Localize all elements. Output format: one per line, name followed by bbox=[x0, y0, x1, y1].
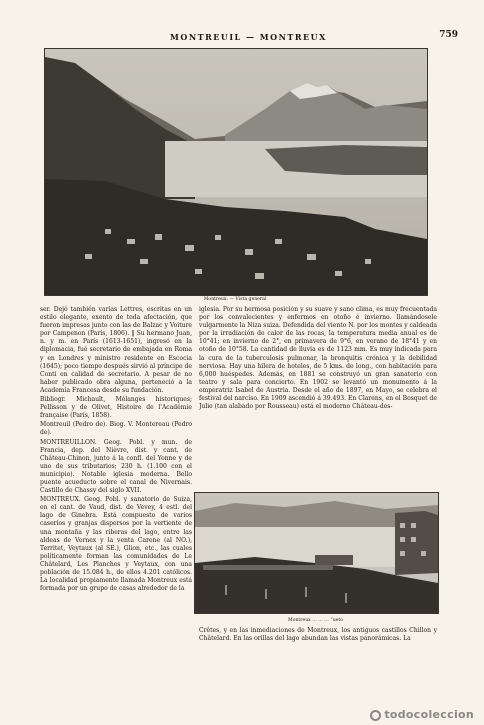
running-head bbox=[0, 32, 484, 46]
entry-montreux-continued-2: Crêtes, y en las inmediaciones de Montreux, los antiguos castillos Chillon y Châtelard. En las orillas del lago abundan las vistas panorámicas. La bbox=[199, 627, 437, 643]
page-number: 759 bbox=[439, 30, 458, 40]
entry-montreuillon: MONTREUILLON. Geog. Pobl. y mun. de Francia, dep. del Nièvre, dist. y cant. de Château-Chinon, junto á la confl. del Yonne y de uno de sus tributarios; 230 h. (1.100 con el municipio). Notable iglesia moderna. Bello puente acueducto sobre el canal de Nivernais. Castillo de Chassy del siglo XVII. bbox=[40, 438, 192, 495]
cross-reference: Montreuil (Pedro de). Biog. V. Montereau (Pedro de). bbox=[40, 421, 192, 437]
montreux-general-view-photo bbox=[44, 48, 428, 296]
entry-montreux: MONTREUX. Geog. Pobl. y sanatorio de Suiza, en el cant. de Vaud, dist. de Vevey, 4 estl. del lago de Ginebra. Está compuesto de varios caseríos y granjas dispersos por la vertiente de una montaña y las riberas del lago, entre las aldeas de Vernex y la venta Carene (al NO.), Territet, Veytaux (al SE.), Glion, etc., las cuales políticamente forman las comunidades de Le Châtelard, Les Planches y Veytaux, con una población de 15.084 h., de ellos 4.201 católicos. La localidad propiamente llamada Montreux está formada por un grupo de casas alrededor de la bbox=[40, 496, 192, 593]
middle-figure-caption: Montreux … … … “ueto bbox=[288, 618, 343, 623]
running-title: MONTREUIL — MONTREUX bbox=[170, 32, 327, 42]
watermark bbox=[370, 708, 474, 721]
right-column-lower bbox=[199, 627, 437, 644]
left-column bbox=[40, 306, 192, 594]
right-column-upper bbox=[199, 306, 437, 490]
watermark-text: todocoleccion bbox=[384, 708, 474, 721]
montreux-lakeside-photo bbox=[194, 492, 439, 614]
entry-montreux-continued: iglesia. Por su hermosa posición y su suave y sano clima, es muy frecuentada por los convalecientes y enfermos en otoño é invierno. llamándosele vulgarmente la Niza suiza. Defendida del viento N. por los montes y caldeada por la irradiación de calor de las rocas, la temperatura media anual es de 10°41; en invierno de 2°, en primavera de 9°6, en verano de 18°41 y en otoño de 10°58. La cantidad de lluvia es de 1123 mm. Es muy indicada para la cura de la tuberculosis pulmonar, la bronquitis crónica y la debilidad nerviosa. Hay una hilera de hoteles, de 5 kms. de long., con habitación para 6,000 huéspedes. Además, en 1881 se construyó un gran sanatorio con teatro y sala para concierto. En 1902 se levantó un monumento á la emperatriz Isabel de Austria. Desde el año de 1897, en Mayo, se celebra el festival del narciso. En 1909 ascendió á 39.493. En Clarens, en el Bosquet de Julie (tan alabado por Rousseau) está el moderno Château-des- bbox=[199, 306, 437, 411]
top-figure-caption: Montreux. — Vista general bbox=[203, 297, 267, 302]
entry-continuation: ser. Dejó también varias Lettres, escritas en un estilo elegante, exento de toda afectación, que fueron impresas junto con las de Balzac y Voiture por Campenon (París, 1806). ‖ Su hermano Juan, n. y m. en París (1613-1651), ingresó en la diplomacia, fué secretario de embajada en Roma y en Londres y ministro residente en Escocia (1645); poco tiempo después sirvió al príncipe de Conti en calidad de secretario. A pesar de no haber publicado obra alguna, perteneció a la Academia Francesa desde su fundación. bbox=[40, 306, 192, 394]
bibliography: Bibliogr. Michault, Mélanges historiques; Pellisson y de Olivet, Histoire de l'Académie française (París, 1858). bbox=[40, 396, 192, 420]
watermark-logo-icon bbox=[370, 710, 381, 721]
